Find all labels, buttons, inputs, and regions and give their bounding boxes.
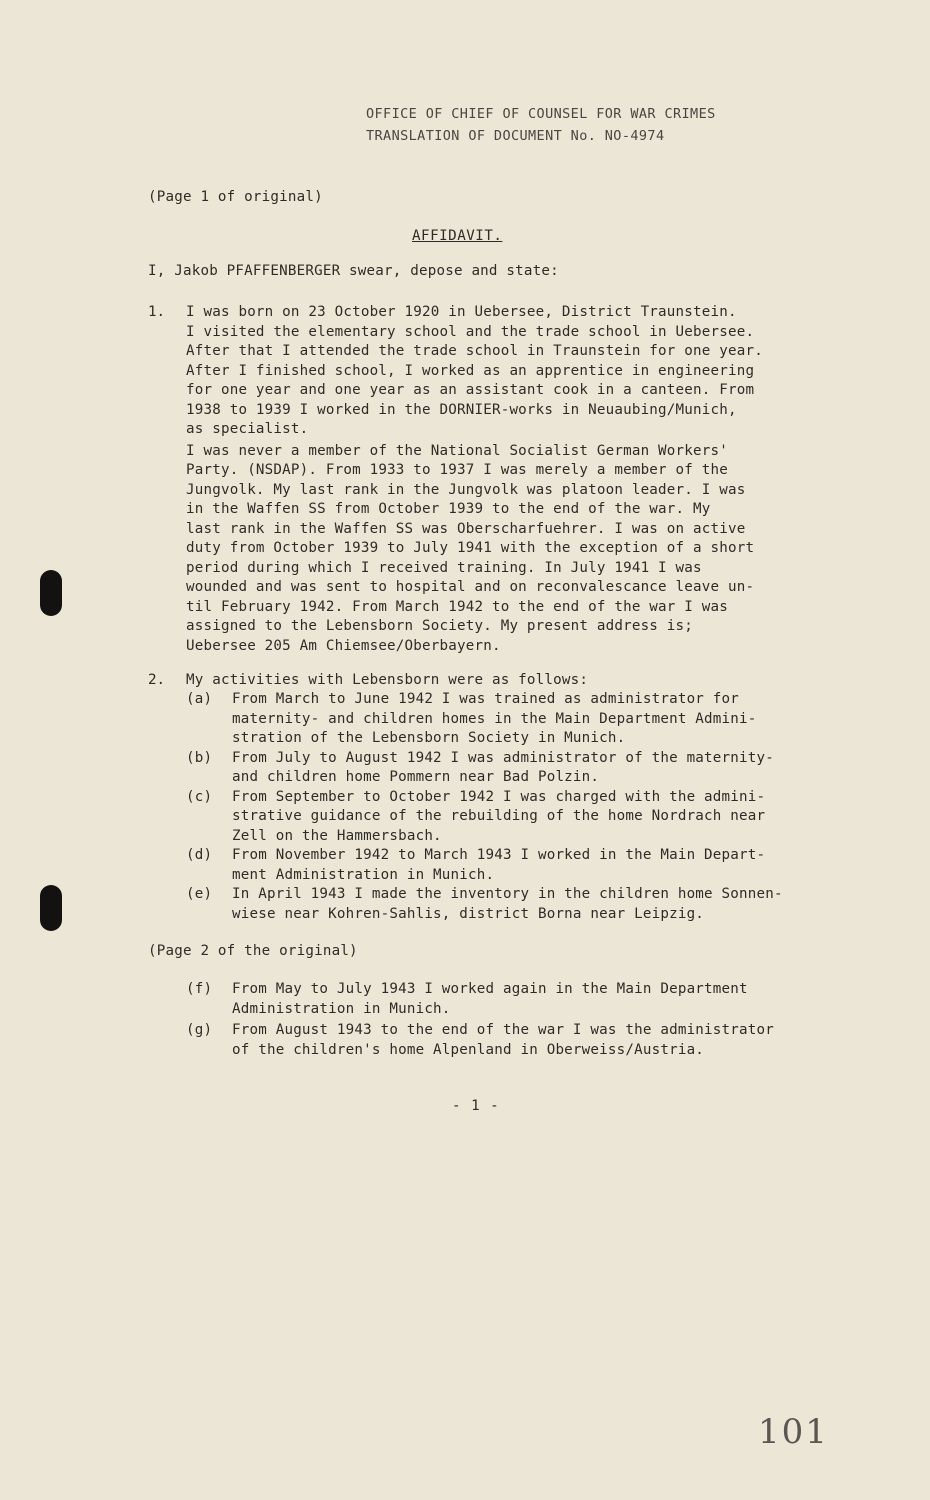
list-item <box>186 690 783 749</box>
paragraph-line: as specialist. <box>186 421 309 437</box>
item-line: strative guidance of the rebuilding of the home Nordrach near <box>232 808 766 824</box>
paragraph-line: 1938 to 1939 I worked in the DORNIER-works in Neuaubing/Munich, <box>186 401 737 418</box>
paragraph-line: til February 1942. From March 1942 to the end of the war I was <box>186 598 728 615</box>
list-item <box>186 885 783 924</box>
paragraph-line: last rank in the Waffen SS was Oberscharfuehrer. I was on active <box>186 520 746 537</box>
paragraph-line: I was born on 23 October 1920 in Uebersee, District Traunstein. <box>186 304 737 320</box>
punch-hole <box>40 570 62 616</box>
item-line: From August 1943 to the end of the war I was the administrator <box>232 1022 774 1038</box>
header-line-1: OFFICE OF CHIEF OF COUNSEL FOR WAR CRIMES <box>366 106 716 122</box>
item-line: From November 1942 to March 1943 I worked in the Main Depart- <box>232 847 766 863</box>
paragraph-line: period during which I received training. In July 1941 I was <box>186 559 702 576</box>
paragraph-line: Jungvolk. My last rank in the Jungvolk was platoon leader. I was <box>186 481 746 498</box>
item-line: Administration in Munich. <box>232 1000 451 1017</box>
item-line: of the children's home Alpenland in Oberweiss/Austria. <box>232 1041 705 1058</box>
section-number: 2. <box>148 672 166 688</box>
item-label: (f) <box>186 981 213 997</box>
document-title: AFFIDAVIT. <box>412 228 503 244</box>
paragraph-line: After that I attended the trade school in Traunstein for one year. <box>186 343 763 359</box>
list-item <box>186 846 783 885</box>
item-line: From March to June 1942 I was trained as administrator for <box>232 691 740 707</box>
paragraph-line: assigned to the Lebensborn Society. My present address is; <box>186 618 694 634</box>
item-line: maternity- and children homes in the Main Department Admini- <box>232 710 757 727</box>
item-label: (c) <box>186 788 213 805</box>
item-line: From September to October 1942 I was charged with the admini- <box>232 788 766 805</box>
paragraph-line: I was never a member of the National Socialist German Workers' <box>186 442 728 459</box>
section-number: 1. <box>148 304 166 320</box>
list-item <box>186 788 783 847</box>
paragraph-line: Uebersee 205 Am Chiemsee/Oberbayern. <box>186 637 501 654</box>
item-label: (b) <box>186 749 213 766</box>
item-line: ment Administration in Munich. <box>232 866 495 883</box>
punch-hole <box>40 885 62 931</box>
page-reference: (Page 2 of the original) <box>148 943 358 959</box>
paragraph-line: in the Waffen SS from October 1939 to the end of the war. My <box>186 501 711 517</box>
activity-list-continued <box>186 980 774 1060</box>
paragraph-line: wounded and was sent to hospital and on reconvalescance leave un- <box>186 579 755 595</box>
paragraph-line: I visited the elementary school and the trade school in Uebersee. <box>186 323 755 340</box>
paragraph-line: duty from October 1939 to July 1941 with the exception of a short <box>186 540 755 556</box>
item-label: (g) <box>186 1022 213 1038</box>
item-line: and children home Pommern near Bad Polzin. <box>232 769 600 785</box>
item-line: stration of the Lebensborn Society in Munich. <box>232 730 626 746</box>
item-line: From May to July 1943 I worked again in the Main Department <box>232 981 748 997</box>
list-item <box>186 980 774 1019</box>
activity-list <box>186 690 783 924</box>
paragraph-line: Party. (NSDAP). From 1933 to 1937 I was merely a member of the <box>186 462 728 478</box>
handwritten-page-mark: 101 <box>758 1412 829 1452</box>
header-line-2: TRANSLATION OF DOCUMENT No. NO-4974 <box>366 128 665 144</box>
item-label: (e) <box>186 886 213 902</box>
list-item <box>186 749 783 788</box>
paragraph-line: After I finished school, I worked as an apprentice in engineering <box>186 362 755 379</box>
item-line: From July to August 1942 I was administrator of the maternity- <box>232 749 774 766</box>
page-number: - 1 - <box>452 1098 500 1114</box>
list-item <box>186 1021 774 1060</box>
item-line: In April 1943 I made the inventory in the children home Sonnen- <box>232 886 783 902</box>
section-1-body <box>186 303 763 656</box>
item-label: (a) <box>186 691 213 707</box>
page-reference: (Page 1 of original) <box>148 189 323 205</box>
intro-statement: I, Jakob PFAFFENBERGER swear, depose and state: <box>148 263 559 279</box>
item-line: wiese near Kohren-Sahlis, district Borna near Leipzig. <box>232 905 705 922</box>
paragraph-line: for one year and one year as an assistant cook in a canteen. From <box>186 382 755 398</box>
item-label: (d) <box>186 847 213 863</box>
item-line: Zell on the Hammersbach. <box>232 827 442 844</box>
section-intro: My activities with Lebensborn were as follows: <box>186 672 589 688</box>
